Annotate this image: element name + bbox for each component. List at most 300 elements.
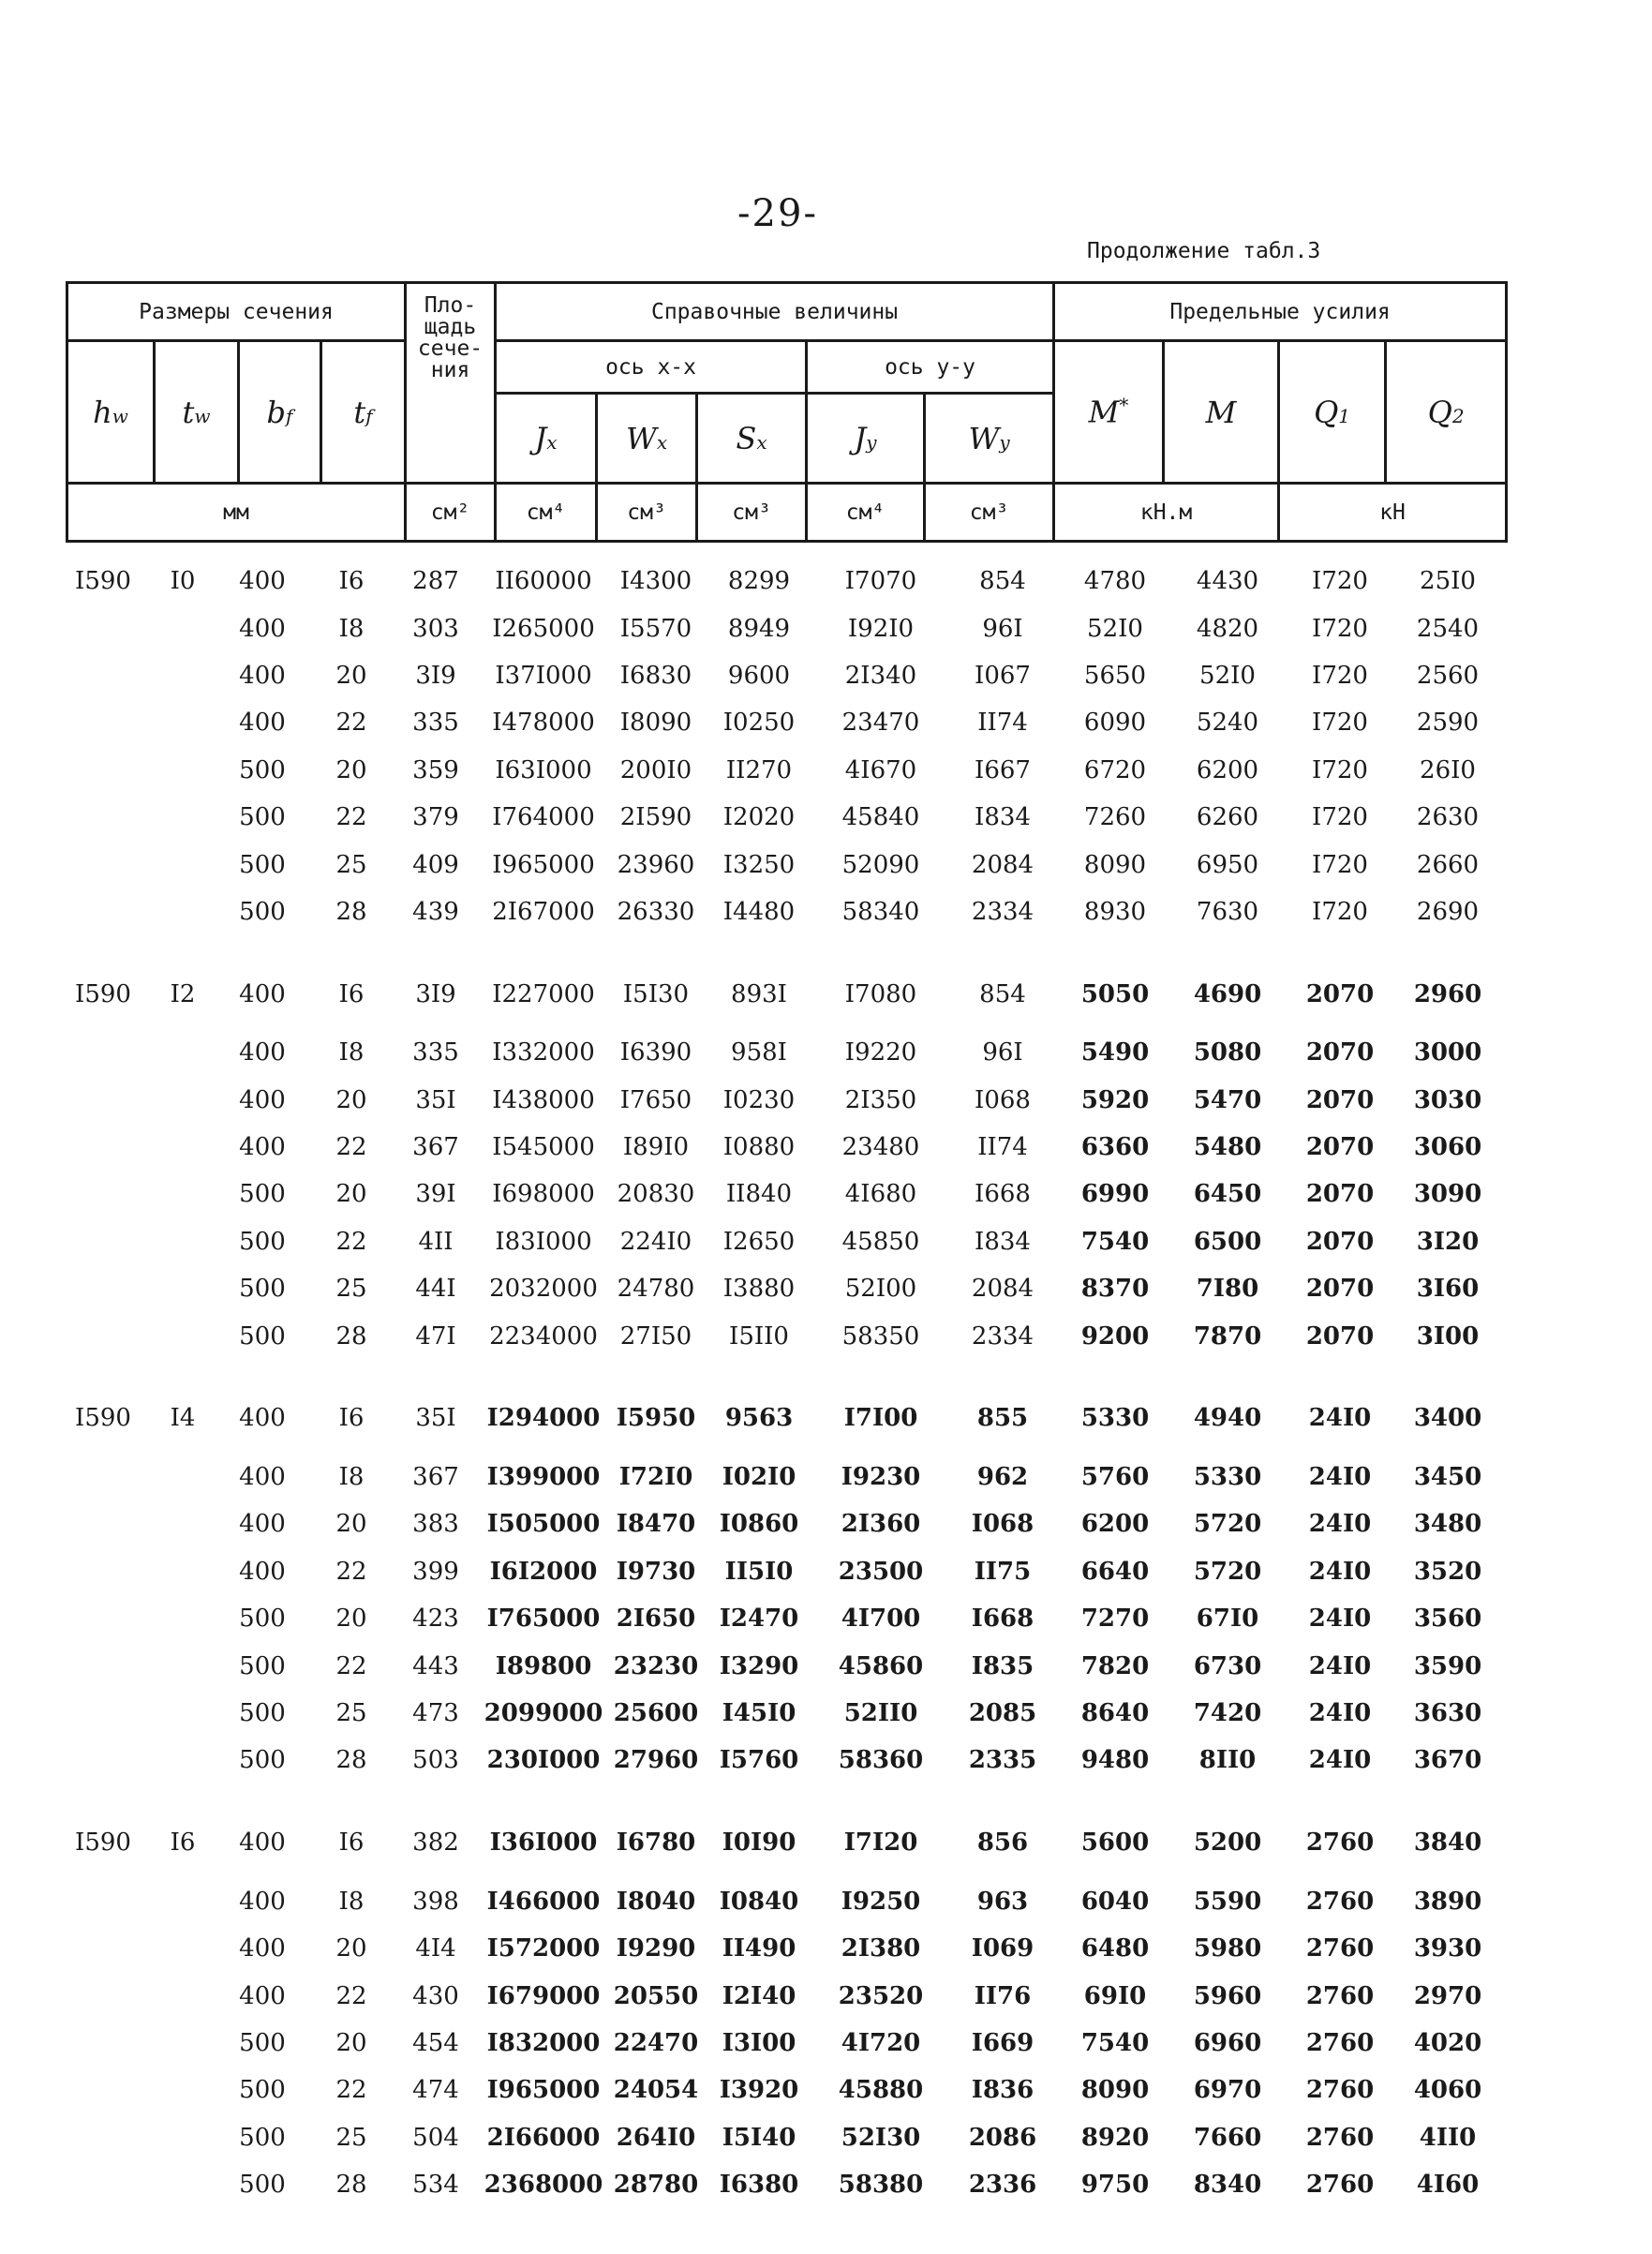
cell-sx: 893I (731, 979, 787, 1008)
table-row (56, 2161, 1499, 2208)
cell-jx: I265000 (492, 614, 595, 643)
cell-q1: 2760 (1305, 2028, 1375, 2057)
cell-q1: 2070 (1305, 1085, 1375, 1114)
cell-wx: I4300 (619, 567, 692, 596)
cell-q1: I720 (1312, 661, 1368, 690)
col-sx: Sx (697, 394, 807, 484)
table-row (56, 1124, 1499, 1171)
cell-empty (150, 652, 216, 699)
cell-jx: I227000 (492, 979, 595, 1008)
table-row (56, 1265, 1499, 1312)
cell-m: 4690 (1193, 979, 1262, 1008)
cell-m-star: 7540 (1080, 2028, 1150, 2057)
cell-wx: 27960 (613, 1746, 699, 1775)
cell-jy: 45880 (838, 2076, 924, 2105)
cell-area: 379 (412, 803, 459, 832)
table-row (56, 747, 1499, 794)
cell-empty (150, 2020, 216, 2067)
cell-bf: 400 (239, 1085, 286, 1114)
cell-area: 473 (412, 1699, 459, 1727)
table-row (56, 1548, 1499, 1595)
cell-area: 359 (412, 755, 459, 784)
cell-empty (56, 794, 150, 841)
cell-area: 4II (418, 1227, 454, 1256)
cell-q2: 3560 (1413, 1605, 1482, 1634)
cell-q2: 3I00 (1416, 1321, 1480, 1351)
cell-empty (150, 2161, 216, 2208)
unit-cm4-y: см⁴ (807, 484, 925, 542)
cell-wx: 24780 (617, 1275, 695, 1304)
cell-wy: 962 (976, 1463, 1029, 1492)
cell-tf: 28 (335, 1746, 367, 1775)
cell-jx: 2032000 (489, 1275, 598, 1304)
cell-empty (150, 1595, 216, 1642)
cell-m-star: 8370 (1080, 1275, 1150, 1304)
cell-jx: 2234000 (489, 1321, 598, 1351)
cell-area: 382 (412, 1829, 459, 1858)
cell-bf: 400 (239, 567, 286, 596)
cell-wx: I9730 (616, 1557, 696, 1586)
cell-jy: 45860 (838, 1651, 924, 1680)
table-row (56, 794, 1499, 841)
cell-jy: 58340 (841, 897, 920, 926)
cell-q1: I720 (1312, 614, 1368, 643)
cell-q1: 2070 (1305, 1227, 1375, 1256)
cell-q1: I720 (1312, 803, 1368, 832)
cell-m: 6950 (1196, 850, 1259, 879)
table-row (56, 1218, 1499, 1265)
cell-tf: 28 (335, 2171, 367, 2200)
data-table (56, 558, 1499, 2208)
cell-m-star: 6200 (1080, 1510, 1150, 1539)
cell-area: 335 (412, 1038, 459, 1067)
cell-jx: 2I66000 (486, 2123, 601, 2152)
cell-q1: 2070 (1305, 1038, 1375, 1067)
cell-sx: I2I40 (722, 1981, 796, 2010)
col-tw: tw (155, 341, 239, 484)
cell-empty (150, 1737, 216, 1784)
cell-wx: 224I0 (619, 1227, 692, 1256)
table-header (66, 281, 1508, 543)
cell-jy: I7080 (844, 979, 917, 1008)
cell-jy: 52I00 (844, 1275, 917, 1304)
cell-m: 5200 (1193, 1829, 1262, 1858)
unit-cm3-wy: см³ (925, 484, 1054, 542)
cell-bf: 500 (239, 1180, 286, 1209)
cell-wx: I5570 (619, 614, 692, 643)
cell-empty (56, 2020, 150, 2067)
col-jx: Jx (496, 394, 597, 484)
cell-empty (56, 747, 150, 794)
table-row (56, 1925, 1499, 1972)
cell-wy: I069 (971, 1934, 1034, 1963)
cell-jx: I965000 (486, 2076, 601, 2105)
cell-tf: 20 (335, 1605, 367, 1634)
cell-sx: I0880 (722, 1133, 796, 1162)
cell-area: 534 (412, 2171, 459, 2200)
cell-empty (56, 605, 150, 651)
cell-wy: 854 (979, 567, 1026, 596)
col-tf: tf (321, 341, 406, 484)
cell-m: 6970 (1193, 2076, 1262, 2105)
cell-bf: 500 (239, 2123, 286, 2152)
cell-tf: I8 (338, 614, 365, 643)
cell-jx: I679000 (486, 1981, 601, 2010)
table-row (56, 2114, 1499, 2161)
cell-wy: 2084 (971, 1275, 1034, 1304)
cell-q2: 4060 (1413, 2076, 1482, 2105)
table-row (56, 1784, 1499, 1878)
cell-m: 5960 (1193, 1981, 1262, 2010)
cell-q2: 3I20 (1416, 1227, 1480, 1256)
cell-bf: 500 (239, 1605, 286, 1634)
cell-q1: I720 (1312, 567, 1368, 596)
cell-empty (56, 1925, 150, 1972)
cell-wx: I72I0 (618, 1463, 693, 1492)
cell-wx: 26330 (617, 897, 695, 926)
cell-q1: 24I0 (1308, 1510, 1372, 1539)
cell-empty (150, 2067, 216, 2113)
cell-tw: I0 (170, 567, 196, 596)
cell-wy: I835 (971, 1651, 1034, 1680)
cell-sx: 958I (731, 1038, 787, 1067)
cell-area: 474 (412, 2076, 459, 2105)
cell-sx: II5I0 (724, 1557, 794, 1586)
table-row (56, 2067, 1499, 2113)
cell-bf: 500 (239, 755, 286, 784)
cell-empty (150, 1500, 216, 1547)
cell-m: 6500 (1193, 1227, 1262, 1256)
col-q1: Q1 (1279, 341, 1386, 484)
cell-tf: 20 (335, 1934, 367, 1963)
cell-jx: I466000 (486, 1887, 601, 1916)
cell-empty (56, 699, 150, 746)
cell-empty (150, 747, 216, 794)
cell-wy: 2086 (968, 2123, 1037, 2152)
cell-empty (150, 1265, 216, 1312)
cell-jy: 58380 (838, 2171, 924, 2200)
cell-q2: 2660 (1416, 850, 1480, 879)
cell-m-star: 7260 (1083, 803, 1147, 832)
cell-q1: 2760 (1305, 2123, 1375, 2152)
cell-sx: I0840 (719, 1887, 799, 1916)
col-m-star: M* (1054, 341, 1164, 484)
cell-wx: I6830 (619, 661, 692, 690)
cell-sx: 9563 (724, 1404, 794, 1433)
cell-sx: II490 (722, 1934, 796, 1963)
header-area: Пло- щадь сече- ния (406, 283, 496, 484)
cell-m: 5470 (1193, 1085, 1262, 1114)
cell-wy: I668 (971, 1605, 1034, 1634)
cell-jx: 2I67000 (492, 897, 595, 926)
cell-m-star: 8640 (1080, 1699, 1150, 1727)
cell-empty (150, 794, 216, 841)
cell-q2: 3400 (1413, 1404, 1482, 1433)
cell-empty (56, 1972, 150, 2019)
cell-wx: I8470 (616, 1510, 696, 1539)
cell-jy: 4I680 (844, 1180, 917, 1209)
table-row (56, 1077, 1499, 1124)
cell-m-star: 5330 (1080, 1404, 1150, 1433)
cell-m: 8II0 (1198, 1746, 1257, 1775)
cell-q2: 3930 (1413, 1934, 1482, 1963)
cell-m-star: 6480 (1080, 1934, 1150, 1963)
cell-tw: I2 (170, 979, 196, 1008)
cell-m-star: 9750 (1080, 2171, 1150, 2200)
cell-empty (56, 1500, 150, 1547)
cell-bf: 400 (239, 709, 286, 738)
cell-m-star: 6720 (1083, 755, 1147, 784)
cell-hw: I590 (75, 567, 131, 596)
cell-jy: 23520 (838, 1981, 924, 2010)
table-row (56, 1690, 1499, 1737)
header-axis-x: ось x-x (496, 341, 807, 394)
cell-m: 5590 (1193, 1887, 1262, 1916)
cell-empty (150, 1312, 216, 1359)
cell-sx: I2020 (722, 803, 796, 832)
cell-q1: 24I0 (1308, 1746, 1372, 1775)
cell-area: 303 (412, 614, 459, 643)
cell-bf: 400 (239, 1133, 286, 1162)
cell-wx: I7650 (619, 1085, 692, 1114)
cell-bf: 400 (239, 1557, 286, 1586)
cell-wx: 22470 (613, 2028, 699, 2057)
cell-m: 6730 (1193, 1651, 1262, 1680)
cell-tf: 20 (335, 661, 367, 690)
cell-q1: 24I0 (1308, 1651, 1372, 1680)
cell-area: 47I (415, 1321, 456, 1351)
cell-jx: I36I000 (489, 1829, 598, 1858)
cell-m: 4940 (1193, 1404, 1262, 1433)
cell-wy: 2336 (968, 2171, 1037, 2200)
cell-sx: 8949 (727, 614, 791, 643)
cell-q1: 24I0 (1308, 1699, 1372, 1727)
cell-wx: 2I650 (616, 1605, 696, 1634)
cell-area: 35I (415, 1404, 456, 1433)
cell-jx: I6I2000 (489, 1557, 598, 1586)
cell-area: 367 (412, 1463, 459, 1492)
cell-wy: I068 (971, 1510, 1034, 1539)
cell-wx: I8040 (616, 1887, 696, 1916)
cell-jx: I294000 (486, 1404, 601, 1433)
cell-sx: I0230 (722, 1085, 796, 1114)
cell-tf: I6 (338, 1829, 365, 1858)
cell-jy: 4I720 (841, 2028, 921, 2057)
cell-empty (56, 1171, 150, 1217)
cell-empty (150, 1124, 216, 1171)
cell-bf: 500 (239, 2171, 286, 2200)
cell-tf: 20 (335, 1085, 367, 1114)
col-wy: Wy (925, 394, 1054, 484)
cell-wy: I834 (975, 1227, 1031, 1256)
cell-m: 4430 (1196, 567, 1259, 596)
cell-jy: 52I30 (841, 2123, 921, 2152)
cell-m-star: 5050 (1080, 979, 1150, 1008)
cell-q1: I720 (1312, 709, 1368, 738)
cell-jx: I332000 (492, 1038, 595, 1067)
cell-wy: I668 (975, 1180, 1031, 1209)
cell-bf: 400 (239, 1981, 286, 2010)
cell-q2: 3480 (1413, 1510, 1482, 1539)
cell-jy: 45840 (841, 803, 920, 832)
cell-wy: 2085 (968, 1699, 1037, 1727)
cell-m-star: 9200 (1080, 1321, 1150, 1351)
cell-wy: I067 (975, 661, 1031, 690)
cell-jx: I965000 (492, 850, 595, 879)
cell-wx: 23960 (617, 850, 695, 879)
cell-wx: 264I0 (616, 2123, 696, 2152)
cell-area: 399 (412, 1557, 459, 1586)
cell-m: 67I0 (1196, 1605, 1259, 1634)
cell-wy: 96I (982, 1038, 1023, 1067)
cell-wx: 25600 (613, 1699, 699, 1727)
cell-q2: 3840 (1413, 1829, 1482, 1858)
cell-wy: 856 (976, 1829, 1029, 1858)
cell-q2: 2970 (1413, 1981, 1482, 2010)
table-row (56, 699, 1499, 746)
cell-empty (56, 1265, 150, 1312)
cell-m-star: 8930 (1083, 897, 1147, 926)
cell-empty (56, 1029, 150, 1076)
cell-m: 5480 (1193, 1133, 1262, 1162)
cell-wx: 28780 (613, 2171, 699, 2200)
cell-sx: I02I0 (722, 1463, 796, 1492)
cell-m: 5720 (1193, 1510, 1262, 1539)
cell-area: 504 (412, 2123, 459, 2152)
cell-wx: I6780 (616, 1829, 696, 1858)
cell-q1: I720 (1312, 755, 1368, 784)
cell-area: 39I (415, 1180, 456, 1209)
cell-sx: II840 (725, 1180, 793, 1209)
cell-jy: I7I20 (843, 1829, 918, 1858)
cell-wy: I669 (971, 2028, 1034, 2057)
col-m: M (1164, 341, 1279, 484)
cell-q2: 2630 (1416, 803, 1480, 832)
cell-tf: 22 (335, 1133, 367, 1162)
table-row (56, 1737, 1499, 1784)
cell-empty (150, 1690, 216, 1737)
cell-empty (56, 1548, 150, 1595)
table-row (56, 652, 1499, 699)
cell-empty (56, 1878, 150, 1925)
cell-jx: I572000 (486, 1934, 601, 1963)
cell-bf: 500 (239, 803, 286, 832)
cell-q1: 2070 (1305, 1133, 1375, 1162)
cell-m-star: 6990 (1080, 1180, 1150, 1209)
cell-m-star: 7540 (1080, 1227, 1150, 1256)
cell-bf: 500 (239, 2028, 286, 2057)
cell-tf: 22 (335, 803, 367, 832)
cell-bf: 400 (239, 614, 286, 643)
cell-wy: I834 (975, 803, 1031, 832)
header-limit-forces: Предельные усилия (1054, 283, 1507, 341)
cell-hw: I590 (75, 979, 131, 1008)
cell-jy: I9220 (844, 1038, 917, 1067)
cell-wx: 20830 (617, 1180, 695, 1209)
cell-bf: 400 (239, 1510, 286, 1539)
table-row (56, 1972, 1499, 2019)
cell-m: 7660 (1193, 2123, 1262, 2152)
cell-m-star: 8090 (1083, 850, 1147, 879)
cell-m-star: 9480 (1080, 1746, 1150, 1775)
cell-m-star: 5650 (1083, 661, 1147, 690)
cell-q1: 2760 (1305, 2171, 1375, 2200)
cell-jx: I545000 (492, 1133, 595, 1162)
cell-empty (56, 1077, 150, 1124)
cell-jy: 23500 (838, 1557, 924, 1586)
cell-m: 6960 (1193, 2028, 1262, 2057)
cell-m: 52I0 (1199, 661, 1256, 690)
cell-q2: 4020 (1413, 2028, 1482, 2057)
cell-q2: 2590 (1416, 709, 1480, 738)
cell-jx: I764000 (492, 803, 595, 832)
cell-jx: I63I000 (495, 755, 592, 784)
cell-wy: 96I (982, 614, 1023, 643)
cell-bf: 400 (239, 1934, 286, 1963)
cell-jy: 23470 (841, 709, 920, 738)
table-row (56, 1642, 1499, 1689)
cell-empty (150, 1029, 216, 1076)
cell-q2: 3520 (1413, 1557, 1482, 1586)
cell-tf: 25 (335, 1275, 367, 1304)
cell-wy: 2084 (971, 850, 1034, 879)
cell-q2: 2690 (1416, 897, 1480, 926)
cell-tf: 25 (335, 1699, 367, 1727)
cell-jx: I765000 (486, 1605, 601, 1634)
cell-jx: I505000 (486, 1510, 601, 1539)
cell-wy: II74 (977, 709, 1028, 738)
cell-m-star: 5600 (1080, 1829, 1150, 1858)
cell-m: 6200 (1196, 755, 1259, 784)
cell-jx: I89800 (495, 1651, 592, 1680)
cell-m: 5720 (1193, 1557, 1262, 1586)
cell-sx: I6380 (719, 2171, 799, 2200)
cell-m-star: 6090 (1083, 709, 1147, 738)
cell-bf: 400 (239, 1829, 286, 1858)
cell-jx: II60000 (495, 567, 592, 596)
cell-empty (56, 841, 150, 888)
cell-m-star: 6040 (1080, 1887, 1150, 1916)
cell-m: 7420 (1193, 1699, 1262, 1727)
cell-tf: 20 (335, 2028, 367, 2057)
cell-jx: I698000 (492, 1180, 595, 1209)
cell-q2: 3090 (1413, 1180, 1482, 1209)
cell-hw: I590 (75, 1404, 131, 1433)
cell-sx: I2650 (722, 1227, 796, 1256)
cell-bf: 500 (239, 1746, 286, 1775)
cell-tf: I8 (338, 1038, 365, 1067)
cell-q2: 3I60 (1416, 1275, 1480, 1304)
cell-empty (56, 2161, 150, 2208)
cell-q1: 2070 (1305, 979, 1375, 1008)
unit-cm3-sx: см³ (697, 484, 807, 542)
cell-empty (150, 2114, 216, 2161)
cell-tf: 22 (335, 1981, 367, 2010)
cell-area: 423 (412, 1605, 459, 1634)
cell-sx: I0860 (719, 1510, 799, 1539)
cell-wx: 27I50 (619, 1321, 692, 1351)
cell-area: 398 (412, 1887, 459, 1916)
cell-tf: 28 (335, 897, 367, 926)
cell-q2: 3670 (1413, 1746, 1482, 1775)
cell-sx: I4480 (722, 897, 796, 926)
cell-sx: I3I00 (722, 2028, 796, 2057)
cell-tf: 25 (335, 850, 367, 879)
cell-empty (150, 1972, 216, 2019)
cell-q1: 2070 (1305, 1180, 1375, 1209)
cell-area: 367 (412, 1133, 459, 1162)
cell-wx: 20550 (613, 1981, 699, 2010)
